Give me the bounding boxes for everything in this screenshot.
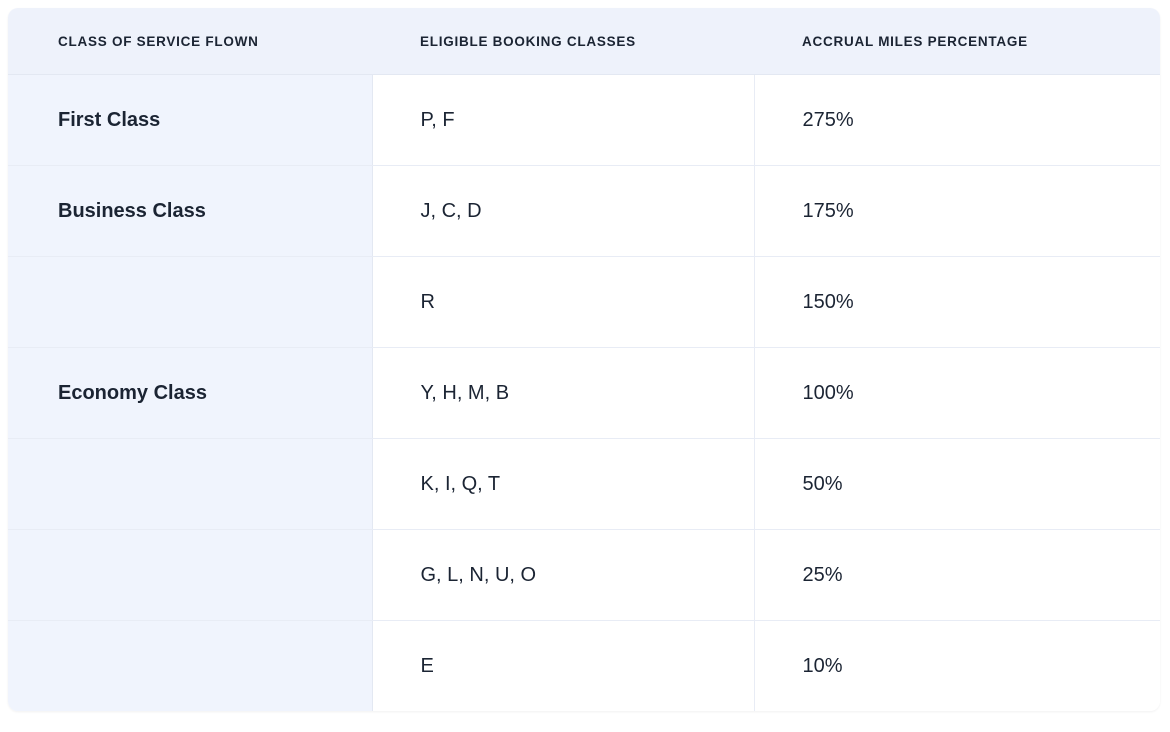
column-header-eligible-booking-classes: ELIGIBLE BOOKING CLASSES (372, 8, 754, 75)
cell-accrual-miles-percentage: 50% (754, 439, 1160, 530)
table-row (8, 348, 1160, 439)
cell-eligible-booking-classes: Y, H, M, B (372, 348, 754, 439)
cell-accrual-miles-percentage: 100% (754, 348, 1160, 439)
cell-accrual-miles-percentage: 175% (754, 166, 1160, 257)
table-row (8, 257, 1160, 348)
cell-accrual-miles-percentage: 275% (754, 75, 1160, 166)
table-header (8, 8, 1160, 75)
column-header-class-of-service: CLASS OF SERVICE FLOWN (8, 8, 372, 75)
cell-class-of-service: Economy Class (8, 348, 372, 439)
column-header-accrual-miles-percentage: ACCRUAL MILES PERCENTAGE (754, 8, 1160, 75)
table-row (8, 530, 1160, 621)
cell-class-of-service (8, 257, 372, 348)
cell-accrual-miles-percentage: 150% (754, 257, 1160, 348)
cell-eligible-booking-classes: P, F (372, 75, 754, 166)
table-row (8, 621, 1160, 712)
cell-class-of-service: Business Class (8, 166, 372, 257)
accrual-miles-table (8, 8, 1160, 711)
cell-eligible-booking-classes: G, L, N, U, O (372, 530, 754, 621)
cell-accrual-miles-percentage: 10% (754, 621, 1160, 712)
cell-eligible-booking-classes: R (372, 257, 754, 348)
cell-eligible-booking-classes: K, I, Q, T (372, 439, 754, 530)
cell-class-of-service (8, 530, 372, 621)
table-row (8, 75, 1160, 166)
table-row (8, 166, 1160, 257)
cell-eligible-booking-classes: J, C, D (372, 166, 754, 257)
cell-class-of-service: First Class (8, 75, 372, 166)
cell-class-of-service (8, 621, 372, 712)
cell-accrual-miles-percentage: 25% (754, 530, 1160, 621)
table-header-row (8, 8, 1160, 75)
cell-eligible-booking-classes: E (372, 621, 754, 712)
cell-class-of-service (8, 439, 372, 530)
table-body (8, 75, 1160, 712)
accrual-table-container (8, 8, 1160, 711)
table-row (8, 439, 1160, 530)
